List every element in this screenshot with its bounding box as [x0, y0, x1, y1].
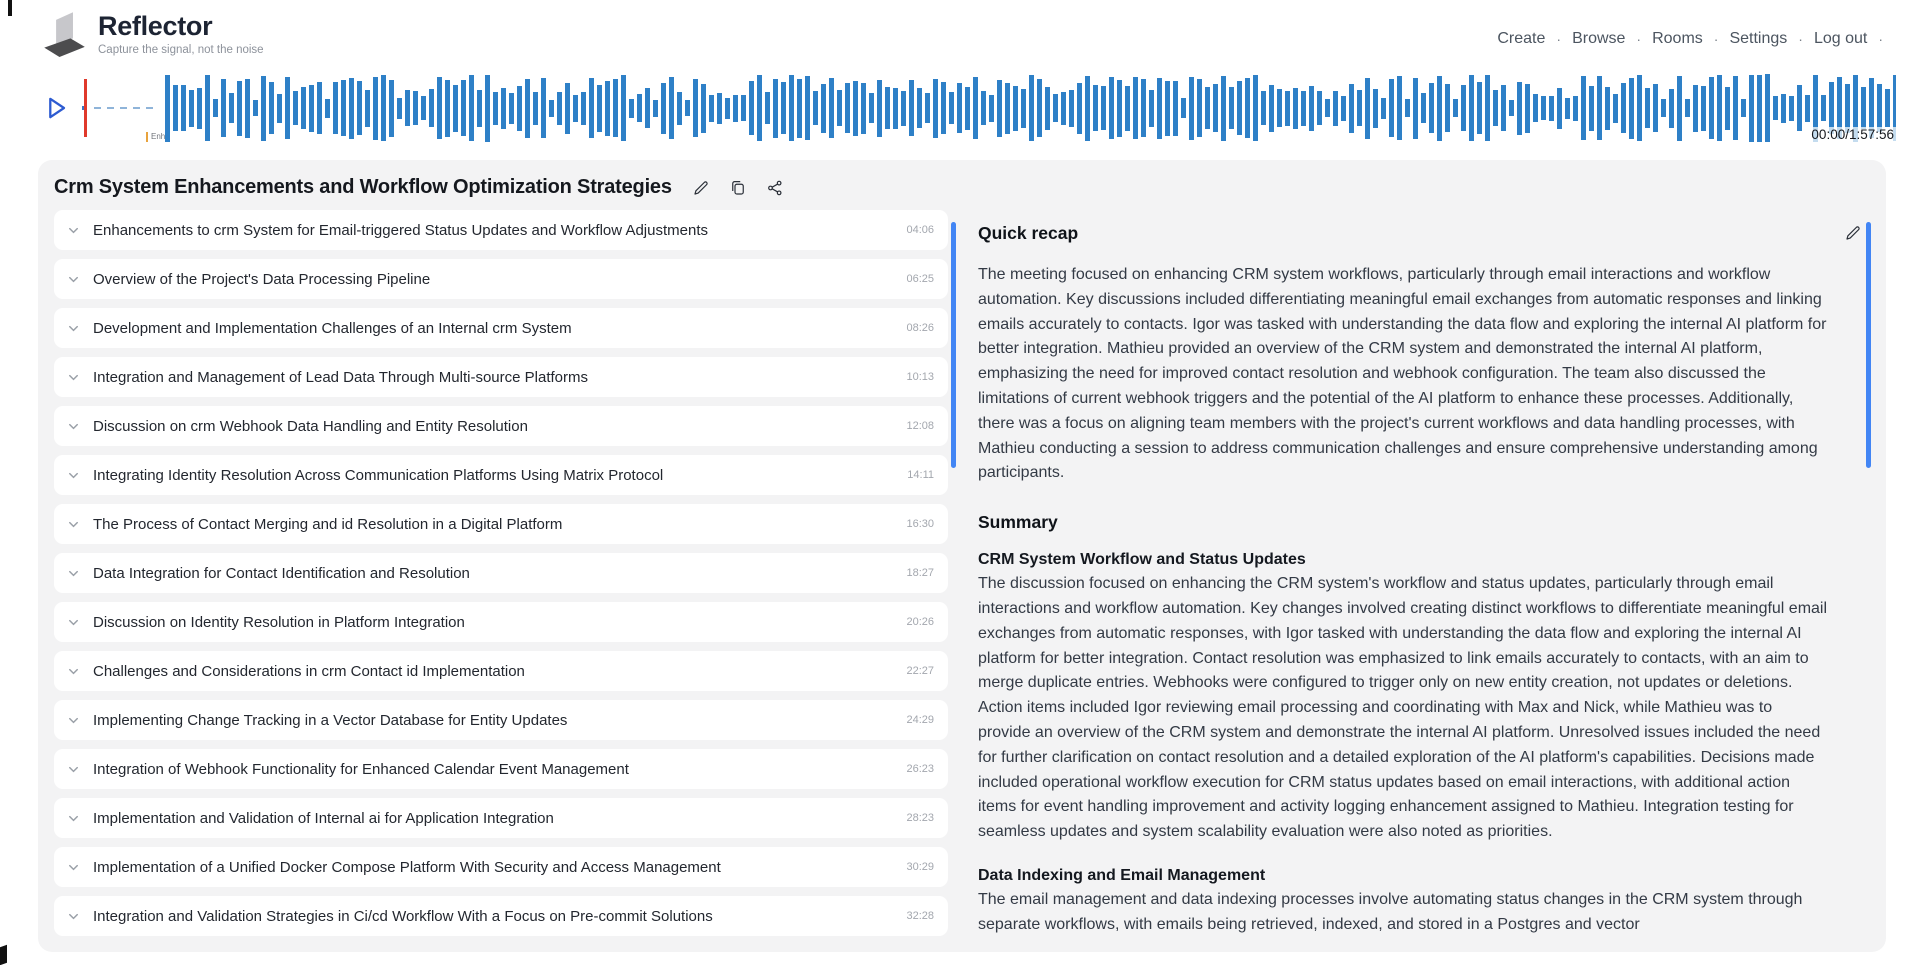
nav-link[interactable]: Log out	[1813, 30, 1868, 47]
screen-edge-artifact	[0, 945, 7, 965]
time-display: 00:00/1:57:56	[1811, 127, 1894, 142]
chevron-down-icon[interactable]	[66, 811, 81, 826]
summary-section	[978, 867, 1828, 938]
topic-row[interactable]	[54, 602, 948, 642]
topic-timestamp: 24:29	[906, 714, 934, 726]
topic-timestamp: 16:30	[906, 518, 934, 530]
topic-row[interactable]	[54, 504, 948, 544]
screen-edge-artifact	[8, 0, 12, 16]
nav-link[interactable]: Rooms	[1652, 30, 1703, 47]
topic-title: Discussion on Identity Resolution in Platform Integration	[93, 613, 465, 631]
topics-panel	[54, 210, 948, 952]
share-icon[interactable]	[764, 177, 786, 199]
meeting-card	[38, 160, 1886, 952]
topic-timestamp: 06:25	[906, 273, 934, 285]
topic-row[interactable]	[54, 455, 948, 495]
topic-timestamp: 08:26	[906, 322, 934, 334]
playhead-cursor[interactable]	[84, 79, 87, 137]
play-button[interactable]	[40, 92, 72, 124]
topic-row[interactable]	[54, 749, 948, 789]
topic-timestamp: 26:23	[906, 763, 934, 775]
topics-scrollbar-thumb[interactable]	[951, 222, 956, 468]
chevron-down-icon[interactable]	[66, 272, 81, 287]
topic-row[interactable]	[54, 308, 948, 348]
topic-title: Overview of the Project's Data Processing Pipeline	[93, 270, 431, 288]
content-columns	[38, 210, 1886, 952]
audio-player	[40, 74, 1896, 142]
topic-row[interactable]	[54, 651, 948, 691]
topic-title: Implementation of a Unified Docker Compose Platform With Security and Access Management	[93, 858, 721, 876]
topic-row[interactable]	[54, 700, 948, 740]
chevron-down-icon[interactable]	[66, 370, 81, 385]
chevron-down-icon[interactable]	[66, 664, 81, 679]
section-text: The email management and data indexing processes involve automating status changes in the CRM system through separate workflows, with emails being retrieved, indexed, and stored in a Postgres and vector	[978, 890, 1803, 933]
topic-timestamp: 10:13	[906, 371, 934, 383]
topic-title: The Process of Contact Merging and id Resolution in a Digital Platform	[93, 515, 563, 533]
topic-timestamp: 14:11	[907, 469, 934, 481]
chevron-down-icon[interactable]	[66, 615, 81, 630]
topic-list	[54, 210, 948, 936]
waveform-bars	[82, 74, 1896, 142]
topic-row[interactable]	[54, 896, 948, 936]
chevron-down-icon[interactable]	[66, 713, 81, 728]
waveform-timeline[interactable]	[82, 74, 1896, 142]
quick-recap-heading: Quick recap	[978, 223, 1079, 243]
topic-timestamp: 12:08	[906, 420, 934, 432]
summary-panel	[978, 210, 1870, 952]
chevron-down-icon[interactable]	[66, 321, 81, 336]
brand-title[interactable]: Reflector	[98, 11, 213, 41]
chevron-down-icon[interactable]	[66, 860, 81, 875]
topic-row[interactable]	[54, 847, 948, 887]
meeting-header	[38, 160, 1886, 210]
section-text: The discussion focused on enhancing the CRM system's workflow and status updates, particularly through email interactions and workflow automation. Key changes involved creating distinct workflows to differentiate meaningful email exchanges from automatic responses, with Igor tasked with understanding the data flow and exploring the internal AI platform for better integration. Contact resolution was emphasized to link emails accurately to contacts, with an aim to merge duplicate entries. Webhooks were configured to trigger only on new entity creation, not updates or deletions. Action items included Igor reviewing email processing and coordinating with Max and Nick, while Mathieu was to provide an overview of the CRM system and demonstrate the internal AI platform. Unresolved issues included the need for further clarification on contact resolution and a detailed exploration of the AI platform's capabilities. Decisions made included operational workflow execution for CRM status updates based on email interactions, with additional action items for event handling improvement and activity logging enhancement assigned to Mathieu. Integration testing for seamless updates and system scalability evaluation were also noted as priorities.	[978, 575, 1828, 841]
chevron-down-icon[interactable]	[66, 566, 81, 581]
nav-separator: ·	[1556, 31, 1562, 47]
nav-separator: ·	[1636, 31, 1642, 47]
nav-link[interactable]: Browse	[1572, 30, 1626, 47]
topic-row[interactable]	[54, 406, 948, 446]
app-header	[0, 0, 1924, 64]
topic-title: Enhancements to crm System for Email-triggered Status Updates and Workflow Adjustments	[93, 221, 708, 239]
topic-title: Discussion on crm Webhook Data Handling and Entity Resolution	[93, 417, 528, 435]
topic-title: Implementation and Validation of Internal ai for Application Integration	[93, 809, 554, 827]
topic-timestamp: 20:26	[906, 616, 934, 628]
summary-section	[978, 551, 1828, 845]
section-heading: CRM System Workflow and Status Updates	[978, 551, 1306, 569]
topic-row[interactable]	[54, 553, 948, 593]
chevron-down-icon[interactable]	[66, 419, 81, 434]
topic-timestamp: 04:06	[906, 224, 934, 236]
meeting-title: Crm System Enhancements and Workflow Optimization Strategies	[54, 176, 672, 198]
topic-title: Integrating Identity Resolution Across Communication Platforms Using Matrix Protocol	[93, 466, 664, 484]
topic-timestamp: 28:23	[906, 812, 934, 824]
topic-row[interactable]	[54, 210, 948, 250]
chevron-down-icon[interactable]	[66, 909, 81, 924]
timeline-topic-marker: Enh	[146, 132, 165, 142]
chevron-down-icon[interactable]	[66, 762, 81, 777]
chevron-down-icon[interactable]	[66, 223, 81, 238]
summary-scrollbar-thumb[interactable]	[1866, 222, 1871, 468]
edit-title-icon[interactable]	[690, 177, 712, 199]
chevron-down-icon[interactable]	[66, 517, 81, 532]
title-actions	[690, 177, 786, 199]
topic-title: Integration and Management of Lead Data Through Multi-source Platforms	[93, 368, 588, 386]
topic-row[interactable]	[54, 798, 948, 838]
topic-title: Challenges and Considerations in crm Contact id Implementation	[93, 662, 525, 680]
summary-heading: Summary	[978, 512, 1058, 533]
nav-link[interactable]: Settings	[1729, 30, 1788, 47]
nav-separator: ·	[1713, 31, 1719, 47]
topic-title: Integration and Validation Strategies in Ci/cd Workflow With a Focus on Pre-commit Solutions	[93, 907, 713, 925]
edit-summary-icon[interactable]	[1842, 222, 1864, 244]
topic-timestamp: 30:29	[906, 861, 934, 873]
topic-row[interactable]	[54, 259, 948, 299]
top-nav	[1497, 30, 1894, 48]
topic-title: Implementing Change Tracking in a Vector Database for Entity Updates	[93, 711, 568, 729]
nav-link[interactable]: Create	[1497, 30, 1546, 47]
topic-timestamp: 32:28	[906, 910, 934, 922]
brand-tagline: Capture the signal, not the noise	[98, 43, 264, 56]
copy-icon[interactable]	[727, 177, 749, 199]
nav-separator: ·	[1798, 31, 1803, 47]
quick-recap-text: The meeting focused on enhancing CRM system workflows, particularly through email interactions and workflow automation. Key discussions included differentiating meaningful email exchanges from automatic responses and linking emails accurately to contacts. Igor was tasked with understanding the data flow and exploring the internal AI platform for better integration. Mathieu provided an overview of the CRM system and demonstrated the internal AI platform, emphasizing the need for improved contact resolution and webhook configuration. The team also discussed the limitations of current webhook triggers and the potential of the AI platform to enhance these processes. Additionally, there was a focus on aligning team members with the project's current workflows and data handling processes, with Mathieu conducting a session to address communication challenges and ensure comprehensive understanding among participants.	[978, 266, 1827, 482]
topic-timestamp: 22:27	[906, 665, 934, 677]
chevron-down-icon[interactable]	[66, 468, 81, 483]
topic-title: Data Integration for Contact Identification and Resolution	[93, 564, 470, 582]
reflector-logo-icon[interactable]	[34, 8, 90, 62]
nav-separator: ·	[1878, 31, 1883, 47]
topic-title: Development and Implementation Challenges of an Internal crm System	[93, 319, 572, 337]
section-heading: Data Indexing and Email Management	[978, 866, 1266, 884]
topic-row[interactable]	[54, 357, 948, 397]
topic-timestamp: 18:27	[906, 567, 934, 579]
topic-title: Integration of Webhook Functionality for Enhanced Calendar Event Management	[93, 760, 629, 778]
summary-sections	[978, 551, 1828, 937]
